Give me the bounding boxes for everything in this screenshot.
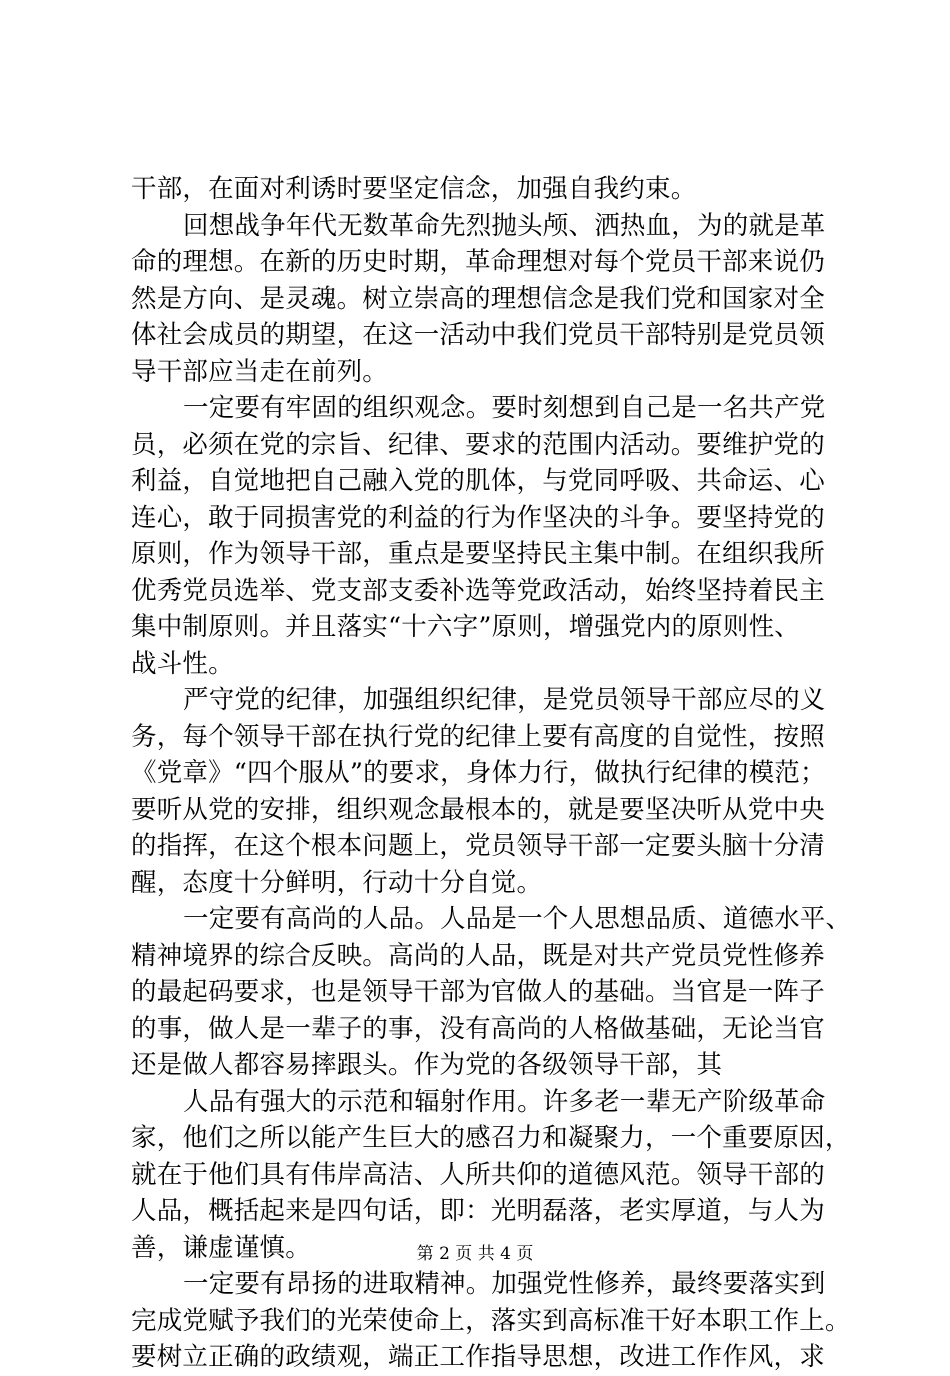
text-line: 连心，敢于同损害党的利益的行为作坚决的斗争。要坚持党的 — [131, 502, 825, 533]
text-line: 一定要有高尚的人品。人品是一个人思想品质、道德水平、 — [183, 904, 852, 934]
text-line: 体社会成员的期望，在这一活动中我们党员干部特别是党员领 — [131, 320, 825, 350]
text-line: 严守党的纪律，加强组织纪律，是党员领导干部应尽的义 — [183, 685, 826, 715]
text-line: 的指挥，在这个根本问题上，党员领导干部一定要头脑十分清 — [131, 831, 825, 861]
text-line: 家，他们之所以能产生巨大的感召力和凝聚力，一个重要原因， — [131, 1123, 851, 1153]
text-line: 导干部应当走在前列。 — [131, 356, 389, 387]
text-line: 战斗性。 — [131, 648, 234, 679]
text-line: 优秀党员选举、党支部支委补选等党政活动，始终坚持着民主 — [131, 575, 825, 606]
text-line: 集中制原则。并且落实“十六字”原则，增强党内的原则性、 — [131, 612, 800, 642]
text-line: 命的理想。在新的历史时期，革命理想对每个党员干部来说仍 — [131, 247, 825, 277]
text-line: 务，每个领导干部在执行党的纪律上要有高度的自觉性，按照 — [131, 721, 825, 752]
text-line: 还是做人都容易摔跟头。作为党的各级领导干部，其 — [131, 1050, 723, 1080]
text-line: 利益，自觉地把自己融入党的肌体，与党同呼吸、共命运、心 — [131, 466, 825, 496]
text-line: 人品，概括起来是四句话，即：光明磊落，老实厚道，与人为 — [131, 1196, 825, 1226]
text-line: 干部，在面对利诱时要坚定信念，加强自我约束。 — [131, 174, 697, 204]
text-line: 回想战争年代无数革命先烈抛头颅、洒热血，为的就是革 — [183, 210, 826, 241]
text-line: 善，谦虚谨慎。 — [131, 1232, 311, 1263]
text-line: 要听从党的安排，组织观念最根本的，就是要坚决听从党中央 — [131, 794, 825, 825]
document-body — [131, 171, 852, 1376]
text-line: 人品有强大的示范和辐射作用。许多老一辈无产阶级革命 — [183, 1086, 826, 1117]
text-line: 一定要有昂扬的进取精神。加强党性修养，最终要落实到 — [183, 1269, 826, 1299]
text-line: 员，必须在党的宗旨、纪律、要求的范围内活动。要维护党的 — [131, 429, 825, 460]
page-number-label: 第 2 页 共 4 页 — [416, 1244, 534, 1264]
text-line: 然是方向、是灵魂。树立崇高的理想信念是我们党和国家对全 — [131, 283, 825, 314]
text-line: 原则，作为领导干部，重点是要坚持民主集中制。在组织我所 — [131, 539, 825, 569]
text-line: 醒，态度十分鲜明，行动十分自觉。 — [131, 867, 543, 898]
text-line: 的事，做人是一辈子的事，没有高尚的人格做基础，无论当官 — [131, 1013, 825, 1044]
text-line: 一定要有牢固的组织观念。要时刻想到自己是一名共产党 — [183, 393, 826, 423]
text-line: 要树立正确的政绩观，端正工作指导思想，改进工作作风，求 — [131, 1342, 825, 1372]
text-line: 就在于他们具有伟岸高洁、人所共仰的道德风范。领导干部的 — [131, 1159, 825, 1190]
page-footer — [0, 1243, 950, 1265]
text-line: 完成党赋予我们的光荣使命上，落实到高标准干好本职工作上。 — [131, 1305, 851, 1336]
text-line: 的最起码要求，也是领导干部为官做人的基础。当官是一阵子 — [131, 977, 825, 1007]
text-line: 《党章》“四个服从”的要求，身体力行，做执行纪律的模范； — [131, 758, 826, 788]
text-line: 精神境界的综合反映。高尚的人品，既是对共产党员党性修养 — [131, 940, 825, 971]
